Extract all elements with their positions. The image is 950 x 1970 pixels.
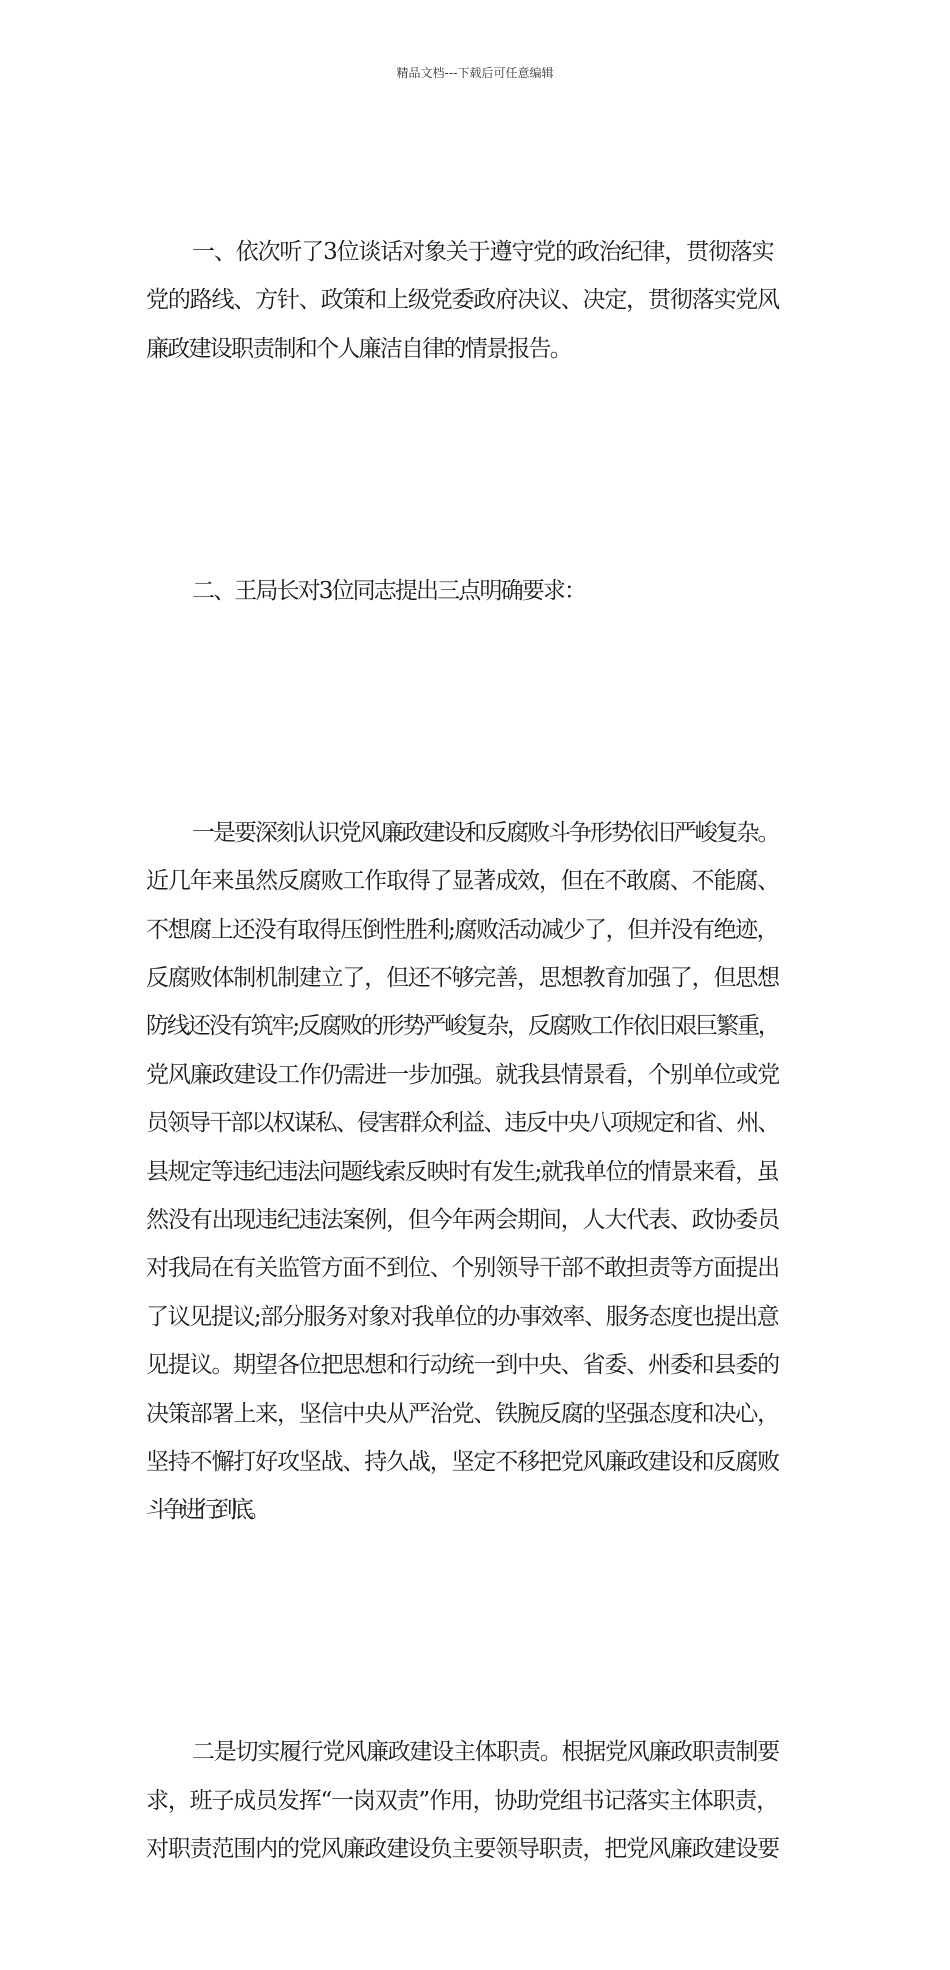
text-line: 对职责范围内的党风廉政建设负主要领导职责，把党风廉政建设要 xyxy=(146,1836,779,1863)
text-line: 党的路线、方针、政策和上级党委政府决议、决定，贯彻落实党风 xyxy=(146,287,779,314)
text-line: 对我局在有关监管方面不到位、个别领导干部不敢担责等方面提出 xyxy=(146,1255,779,1282)
text-line: 一是要深刻认识党风廉政建设和反腐败斗争形势依旧严峻复杂。 xyxy=(192,819,779,846)
text-line: 反腐败体制机制建立了，但还不够完善，思想教育加强了，但思想 xyxy=(146,964,779,991)
text-line: 见提议。期望各位把思想和行动统一到中央、省委、州委和县委的 xyxy=(146,1352,779,1379)
text-line: 廉政建设职责制和个人廉洁自律的情景报告。 xyxy=(146,335,571,362)
text-line: 党风廉政建设工作仍需进一步加强。就我县情景看，个别单位或党 xyxy=(146,1061,779,1088)
text-line: 斗争进行到底。 xyxy=(146,1497,265,1524)
document-body xyxy=(146,131,826,1970)
text-line: 不想腐上还没有取得压倒性胜利;腐败活动减少了，但并没有绝迹， xyxy=(146,916,779,943)
text-line: 员领导干部以权谋私、侵害群众利益、违反中央八项规定和省、州、 xyxy=(146,1110,779,1137)
paragraph xyxy=(146,712,826,1632)
text-line: 求，班子成员发挥“一岗双责”作用，协助党组书记落实主体职责， xyxy=(146,1787,779,1814)
page-header: 精品文档---下载后可任意编辑 xyxy=(396,66,554,80)
text-line: 近几年来虽然反腐败工作取得了显著成效，但在不敢腐、不能腐、 xyxy=(146,868,779,895)
text-line: 防线还没有筑牢;反腐败的形势严峻复杂，反腐败工作依旧艰巨繁重， xyxy=(146,1013,779,1040)
text-line: 县规定等违纪违法问题线索反映时有发生;就我单位的情景来看，虽 xyxy=(146,1158,779,1185)
text-line: 然没有出现违纪违法案例，但今年两会期间，人大代表、政协委员 xyxy=(146,1206,779,1233)
text-line: 二是切实履行党风廉政建设主体职责。根据党风廉政职责制要 xyxy=(192,1739,779,1766)
text-line: 坚持不懈打好攻坚战、持久战，坚定不移把党风廉政建设和反腐败 xyxy=(146,1448,779,1475)
text-line: 一、依次听了3位谈话对象关于遵守党的政治纪律，贯彻落实 xyxy=(192,238,774,265)
paragraph xyxy=(146,470,826,712)
paragraph xyxy=(146,1632,826,1970)
text-line: 二、王局长对3位同志提出三点明确要求： xyxy=(192,577,586,604)
paragraph xyxy=(146,131,826,470)
text-line: 决策部署上来，坚信中央从严治党、铁腕反腐的坚强态度和决心， xyxy=(146,1400,779,1427)
text-line: 了议见提议;部分服务对象对我单位的办事效率、服务态度也提出意 xyxy=(146,1303,779,1330)
